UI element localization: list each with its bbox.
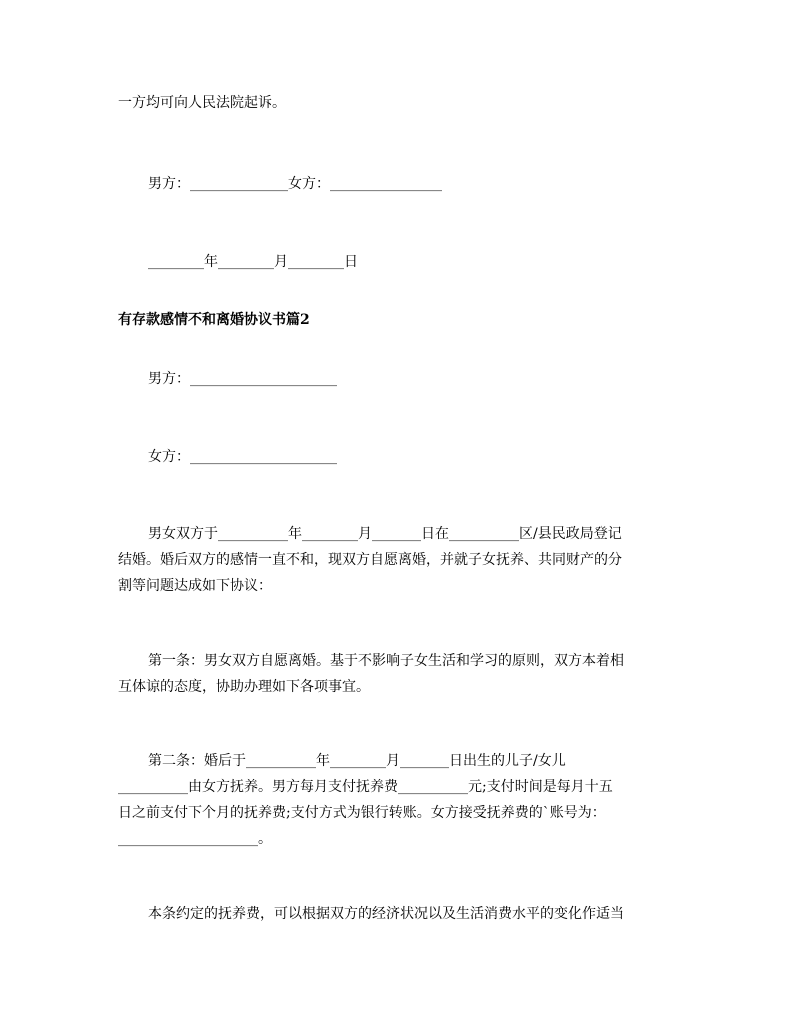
paragraph-line: 本条约定的抚养费，可以根据双方的经济状况以及生活消费水平的变化作适当 bbox=[148, 906, 624, 922]
text-line: 一方均可向人民法院起诉。 bbox=[118, 95, 286, 111]
paragraph-line: 第二条：婚后于__________年________月_______日出生的儿子/女儿 bbox=[148, 753, 566, 769]
paragraph-line: 第一条：男女双方自愿离婚。基于不影响子女生活和学习的原则，双方本着相 bbox=[148, 653, 624, 669]
paragraph-line: ____________________。 bbox=[118, 831, 272, 847]
paragraph-line: 割等问题达成如下协议： bbox=[118, 578, 272, 594]
paragraph-line: 男女双方于__________年________月_______日在__________区/县民政局登记 bbox=[148, 526, 622, 542]
date-line: ________年________月________日 bbox=[148, 254, 358, 270]
paragraph-line: 互体谅的态度，协助办理如下各项事宜。 bbox=[118, 679, 370, 695]
party-line: 男方：_____________________ bbox=[148, 371, 337, 387]
party-line: 女方：_____________________ bbox=[148, 449, 337, 465]
paragraph-line: __________由女方抚养。男方每月支付抚养费__________元;支付时间是每月十五 bbox=[118, 779, 613, 795]
signature-line: 男方：______________女方：________________ bbox=[148, 176, 442, 192]
paragraph-line: 结婚。婚后双方的感情一直不和，现双方自愿离婚，并就子女抚养、共同财产的分 bbox=[118, 552, 622, 568]
section-heading: 有存款感情不和离婚协议书篇2 bbox=[118, 312, 310, 328]
paragraph-line: 日之前支付下个月的抚养费;支付方式为银行转账。女方接受抚养费的`账号为： bbox=[118, 805, 606, 821]
